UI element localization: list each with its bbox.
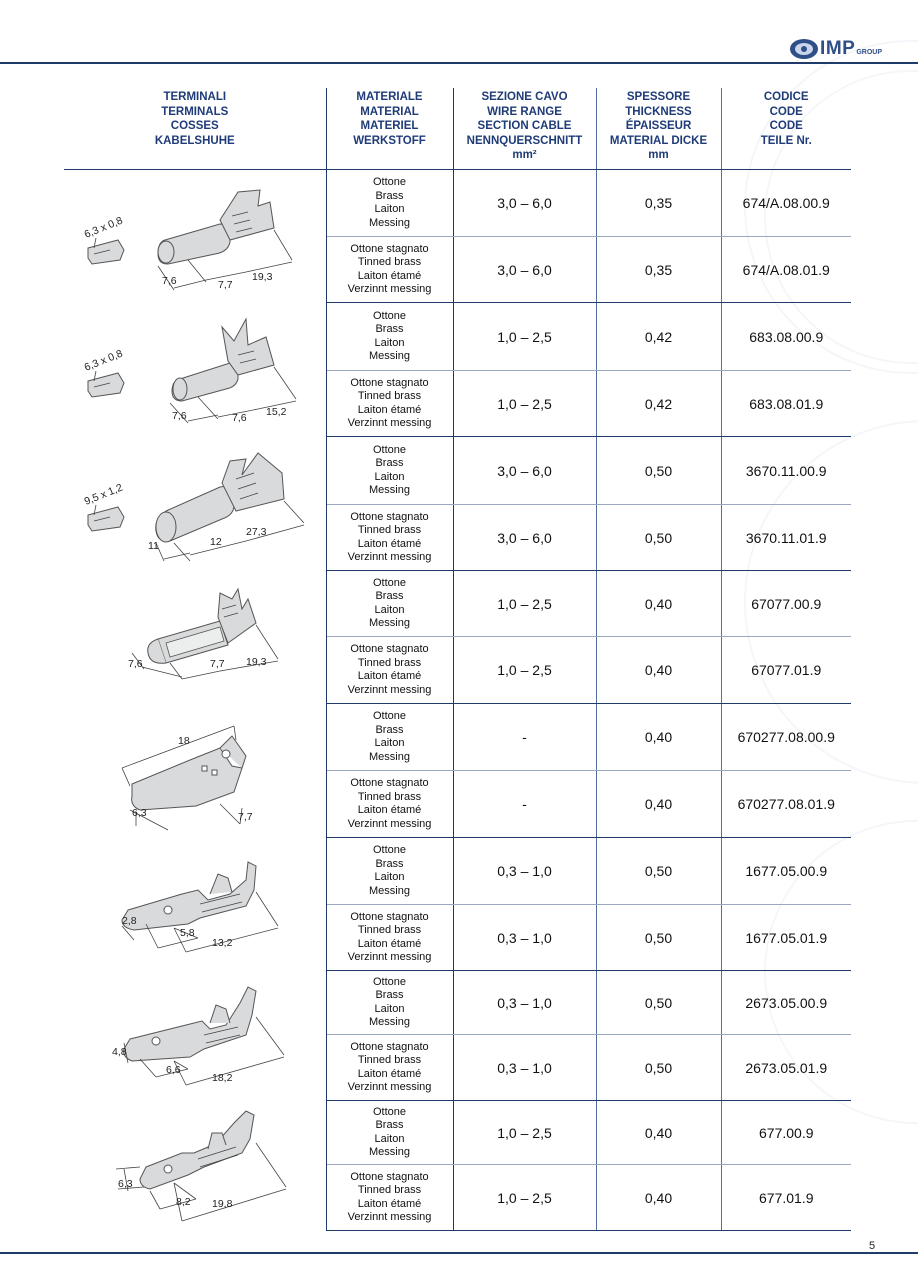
wire-range-cell: 1,0 – 2,5 — [453, 637, 596, 704]
code-cell: 2673.05.01.9 — [721, 1035, 851, 1101]
material-name: Brass — [375, 189, 404, 202]
material-name: Brass — [375, 457, 404, 469]
thickness-cell: 0,50 — [596, 505, 721, 571]
material-cell — [326, 971, 453, 1035]
material-name: Messing — [369, 884, 410, 897]
material-name: Laiton étamé — [357, 269, 422, 282]
terminal-drawing — [70, 840, 320, 969]
material-name: Laiton étamé — [357, 537, 422, 550]
material-name: Ottone stagnato — [350, 510, 429, 523]
footer-rule — [0, 1252, 918, 1254]
material-name: Laiton — [374, 603, 405, 616]
dimension-label: 19,3 — [245, 655, 267, 668]
code-cell: 3670.11.01.9 — [721, 505, 851, 571]
wire-range-cell: 1,0 – 2,5 — [453, 371, 596, 437]
material-name: Laiton — [374, 871, 405, 883]
material-name: Ottone stagnato — [350, 777, 429, 789]
material-name: Ottone stagnato — [350, 1040, 429, 1053]
terminals-table-body — [64, 170, 851, 1231]
material-cell — [326, 1035, 453, 1101]
code-cell: 2673.05.00.9 — [721, 971, 851, 1035]
thickness-cell: 0,40 — [596, 1165, 721, 1231]
material-name: Laiton étamé — [357, 1197, 422, 1210]
material-cell — [326, 571, 453, 637]
header-material: MATERIALE MATERIAL MATERIEL WERKSTOFF — [326, 88, 453, 170]
product-row — [64, 704, 851, 771]
terminal-image-cell — [64, 971, 326, 1101]
terminal-drawing — [70, 573, 320, 702]
dimension-label: 6,3 — [117, 1177, 133, 1190]
terminal-drawing — [70, 1103, 320, 1229]
material-name: Ottone stagnato — [350, 376, 429, 389]
terminal-drawing — [70, 706, 320, 836]
material-name: Messing — [369, 1146, 410, 1158]
material-cell — [326, 303, 453, 371]
code-cell: 674/A.08.00.9 — [721, 170, 851, 237]
material-name: Laiton étamé — [357, 670, 422, 682]
dimension-label: 19,8 — [211, 1197, 233, 1210]
header-thickness: SPESSORE THICKNESS ÉPAISSEUR MATERIAL DICKE mm — [596, 88, 721, 170]
thickness-cell: 0,40 — [596, 1101, 721, 1165]
material-name: Verzinnt messing — [347, 1081, 432, 1093]
imp-group-logo — [790, 38, 882, 60]
wire-range-cell: - — [453, 771, 596, 838]
material-name: Messing — [369, 216, 410, 229]
thickness-cell: 0,40 — [596, 771, 721, 838]
dimension-label: 7,7 — [209, 657, 225, 670]
terminal-image-cell — [64, 303, 326, 437]
material-name: Brass — [375, 1119, 404, 1131]
product-row — [64, 571, 851, 637]
material-cell — [326, 637, 453, 704]
dimension-label: 19,3 — [251, 270, 273, 283]
header-wire-range: SEZIONE CAVO WIRE RANGE SECTION CABLE NENNQUERSCHNITT mm² — [453, 88, 596, 170]
material-name: Tinned brass — [357, 1184, 422, 1196]
material-name: Messing — [369, 350, 410, 362]
material-name: Verzinnt messing — [347, 951, 432, 963]
code-cell: 674/A.08.01.9 — [721, 237, 851, 303]
thickness-cell: 0,40 — [596, 704, 721, 771]
material-cell — [326, 1101, 453, 1165]
terminal-drawing — [70, 439, 320, 569]
material-name: Laiton — [374, 470, 405, 483]
material-name: Brass — [375, 989, 404, 1001]
material-name: Tinned brass — [357, 656, 422, 669]
material-name: Brass — [375, 590, 404, 602]
product-row — [64, 1101, 851, 1165]
header-terminals: TERMINALI TERMINALS COSSES KABELSHUHE — [64, 88, 326, 170]
code-cell: 670277.08.00.9 — [721, 704, 851, 771]
dimension-label: 12 — [209, 535, 222, 548]
dimension-label: 7,7 — [217, 278, 233, 291]
material-name: Laiton — [374, 737, 405, 749]
logo-emblem-icon — [790, 39, 818, 59]
dimension-label: 6,3 x 0,8 — [82, 214, 125, 241]
logo-group-text: GROUP — [856, 49, 882, 56]
wire-range-cell: 1,0 – 2,5 — [453, 303, 596, 371]
dimension-label: 4,8 — [111, 1045, 127, 1058]
material-name: Laiton étamé — [357, 403, 422, 416]
material-name: Verzinnt messing — [347, 683, 432, 696]
material-name: Ottone stagnato — [350, 1170, 429, 1183]
dimension-label: 18 — [177, 734, 190, 747]
wire-range-cell: 3,0 – 6,0 — [453, 437, 596, 505]
thickness-cell: 0,50 — [596, 1035, 721, 1101]
material-name: Ottone stagnato — [350, 910, 429, 923]
dimension-label: 18,2 — [211, 1071, 233, 1084]
dimension-label: 13,2 — [211, 936, 233, 949]
terminal-image-cell — [64, 704, 326, 838]
wire-range-cell: - — [453, 704, 596, 771]
wire-range-cell: 1,0 – 2,5 — [453, 1165, 596, 1231]
dimension-label: 7,7 — [237, 810, 253, 823]
material-cell — [326, 838, 453, 905]
material-name: Tinned brass — [357, 524, 422, 536]
wire-range-cell: 0,3 – 1,0 — [453, 905, 596, 971]
material-name: Messing — [369, 750, 410, 763]
thickness-cell: 0,50 — [596, 905, 721, 971]
material-name: Laiton — [374, 1002, 405, 1015]
thickness-cell: 0,42 — [596, 303, 721, 371]
terminal-drawing — [70, 172, 320, 301]
wire-range-cell: 3,0 – 6,0 — [453, 505, 596, 571]
header-code: CODICE CODE CODE TEILE Nr. — [721, 88, 851, 170]
dimension-label: 2,8 — [121, 914, 137, 927]
terminal-image-cell — [64, 437, 326, 571]
header-row — [64, 88, 851, 170]
material-name: Ottone — [372, 975, 407, 988]
product-row — [64, 838, 851, 905]
dimension-label: 11 — [147, 539, 159, 552]
thickness-cell: 0,42 — [596, 371, 721, 437]
code-cell: 67077.01.9 — [721, 637, 851, 704]
material-name: Ottone — [372, 1105, 407, 1118]
material-name: Laiton étamé — [357, 804, 422, 816]
material-name: Laiton — [374, 336, 405, 349]
wire-range-cell: 3,0 – 6,0 — [453, 170, 596, 237]
material-name: Laiton étamé — [357, 1067, 422, 1080]
dimension-label: 6,3 x 0,8 — [82, 347, 125, 374]
dimension-label: 6,6 — [165, 1063, 181, 1076]
code-cell: 67077.00.9 — [721, 571, 851, 637]
material-cell — [326, 371, 453, 437]
header-rule — [0, 62, 918, 64]
material-cell — [326, 437, 453, 505]
material-cell — [326, 704, 453, 771]
thickness-cell: 0,35 — [596, 237, 721, 303]
material-name: Verzinnt messing — [347, 817, 432, 830]
material-cell — [326, 905, 453, 971]
wire-range-cell: 1,0 – 2,5 — [453, 1101, 596, 1165]
material-name: Laiton — [374, 1132, 405, 1145]
material-cell — [326, 1165, 453, 1231]
wire-range-cell: 0,3 – 1,0 — [453, 1035, 596, 1101]
thickness-cell: 0,35 — [596, 170, 721, 237]
material-name: Verzinnt messing — [347, 1211, 432, 1223]
dimension-label: 7,6 — [161, 274, 177, 287]
material-cell — [326, 771, 453, 838]
terminals-table — [64, 88, 851, 1231]
material-name: Ottone — [372, 176, 407, 188]
product-row — [64, 170, 851, 237]
material-cell — [326, 170, 453, 237]
material-name: Verzinnt messing — [347, 551, 432, 563]
material-name: Ottone — [372, 309, 407, 322]
material-name: Messing — [369, 484, 410, 496]
material-name: Ottone — [372, 576, 407, 589]
wire-range-cell: 1,0 – 2,5 — [453, 571, 596, 637]
material-cell — [326, 237, 453, 303]
material-cell — [326, 505, 453, 571]
page-number: 5 — [868, 1240, 876, 1252]
dimension-label: 27,3 — [245, 525, 267, 538]
material-name: Messing — [369, 617, 410, 629]
code-cell: 1677.05.01.9 — [721, 905, 851, 971]
terminals-table-container — [64, 88, 851, 1231]
terminal-image-cell — [64, 571, 326, 704]
thickness-cell: 0,50 — [596, 437, 721, 505]
product-row — [64, 437, 851, 505]
code-cell: 677.00.9 — [721, 1101, 851, 1165]
material-name: Brass — [375, 723, 404, 736]
material-name: Tinned brass — [357, 1054, 422, 1066]
code-cell: 670277.08.01.9 — [721, 771, 851, 838]
wire-range-cell: 3,0 – 6,0 — [453, 237, 596, 303]
material-name: Ottone — [372, 443, 407, 456]
code-cell: 3670.11.00.9 — [721, 437, 851, 505]
material-name: Ottone — [372, 710, 407, 722]
terminal-drawing — [70, 973, 320, 1099]
thickness-cell: 0,50 — [596, 838, 721, 905]
material-name: Tinned brass — [357, 924, 422, 936]
product-row — [64, 971, 851, 1035]
material-name: Verzinnt messing — [347, 283, 432, 295]
code-cell: 683.08.01.9 — [721, 371, 851, 437]
material-name: Verzinnt messing — [347, 417, 432, 429]
product-row — [64, 303, 851, 371]
code-cell: 1677.05.00.9 — [721, 838, 851, 905]
material-name: Tinned brass — [357, 256, 422, 268]
terminal-image-cell — [64, 170, 326, 303]
thickness-cell: 0,40 — [596, 571, 721, 637]
logo-imp-text: IMP — [820, 38, 856, 59]
material-name: Tinned brass — [357, 390, 422, 402]
material-name: Laiton — [374, 203, 405, 215]
terminal-image-cell — [64, 1101, 326, 1231]
dimension-label: 8,2 — [175, 1195, 191, 1208]
terminal-image-cell — [64, 838, 326, 971]
dimension-label: 15,2 — [265, 405, 287, 418]
dimension-label: 6,3 — [131, 806, 147, 819]
material-name: Messing — [369, 1016, 410, 1028]
material-name: Brass — [375, 857, 404, 870]
material-name: Ottone stagnato — [350, 242, 429, 255]
material-name: Tinned brass — [357, 790, 422, 803]
terminal-drawing — [70, 305, 320, 435]
thickness-cell: 0,50 — [596, 971, 721, 1035]
dimension-label: 5,8 — [179, 926, 195, 939]
dimension-label: 7,6 — [171, 409, 187, 422]
wire-range-cell: 0,3 – 1,0 — [453, 971, 596, 1035]
material-name: Ottone stagnato — [350, 643, 429, 655]
thickness-cell: 0,40 — [596, 637, 721, 704]
code-cell: 677.01.9 — [721, 1165, 851, 1231]
dimension-label: 7,6 — [231, 411, 247, 424]
material-name: Ottone — [372, 844, 407, 856]
wire-range-cell: 0,3 – 1,0 — [453, 838, 596, 905]
material-name: Brass — [375, 323, 404, 335]
dimension-label: 7,6 — [127, 657, 143, 670]
dimension-label: 9,5 x 1,2 — [82, 481, 125, 508]
code-cell: 683.08.00.9 — [721, 303, 851, 371]
material-name: Laiton étamé — [357, 937, 422, 950]
